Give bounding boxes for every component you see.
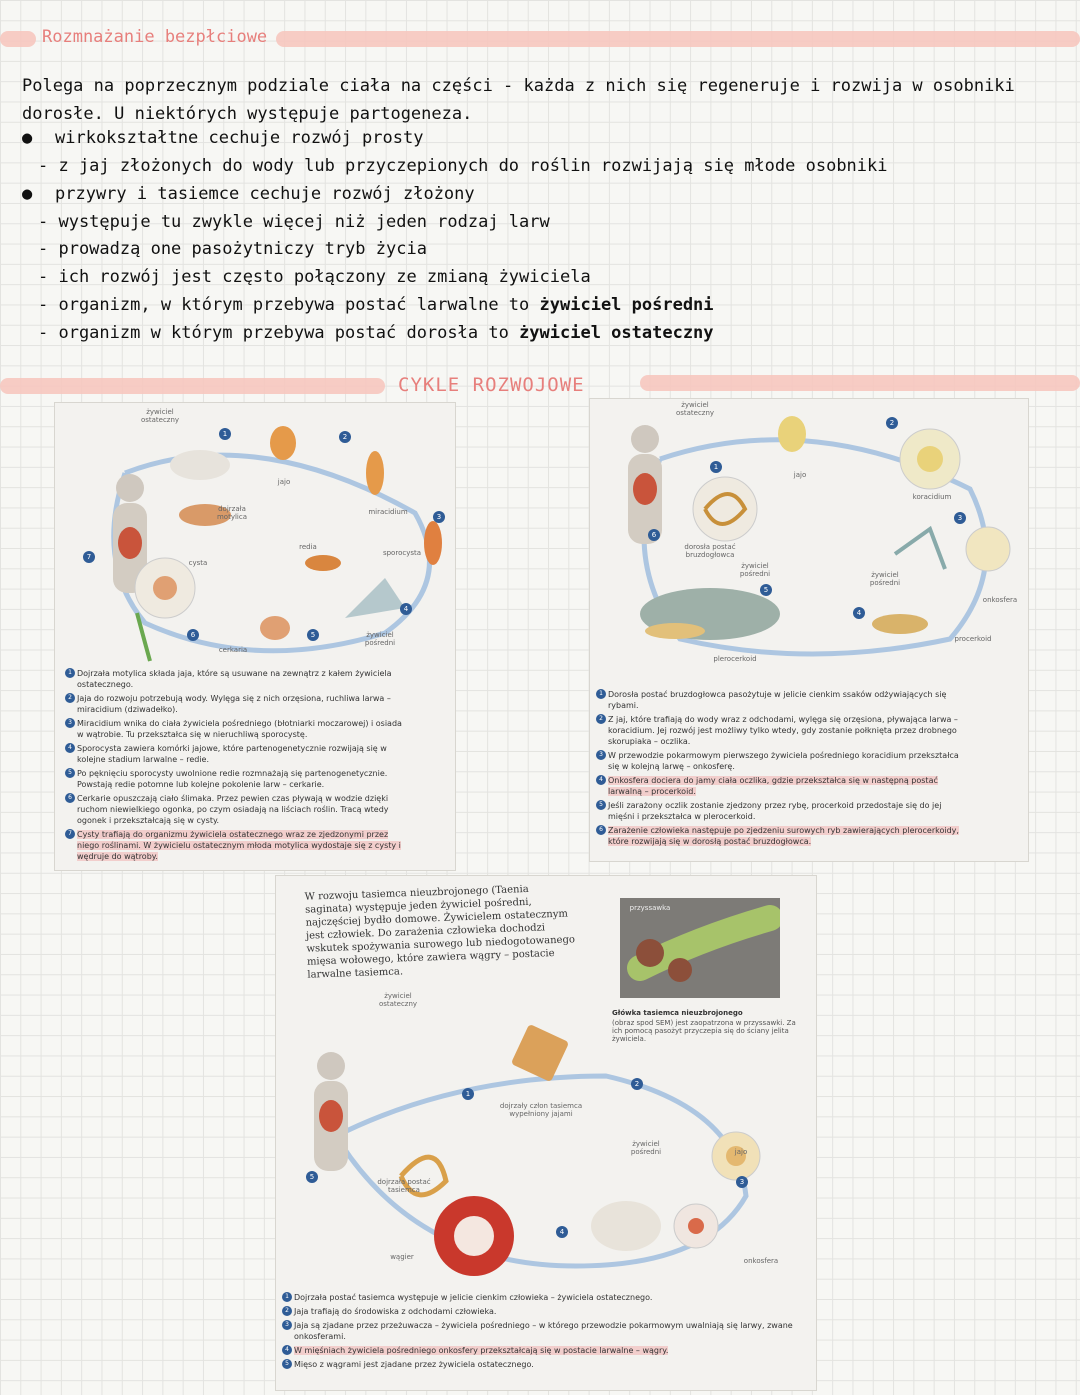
step-badge: 6 bbox=[648, 529, 660, 541]
note-text: Jaja są zjadane przez przeżuwacza – żywiciela pośredniego – w którego przewodzie pokarmowym uwalniają się larwy, zwane onkosferami. bbox=[294, 1321, 793, 1341]
note-text: Zarażenie człowieka następuje po zjedzeniu surowych ryb zawierających plerocerkoidy, które rozwijają się w dorosłą postać bruzdogłowca. bbox=[608, 826, 959, 846]
sub-item: - ich rozwój jest często połączony ze zmianą żywiciela bbox=[38, 267, 591, 287]
sub-item bbox=[38, 323, 714, 343]
label-plerocercoid: plerocerkoid bbox=[713, 655, 757, 663]
label-mature-segment: dojrzały człon tasiemca wypełniony jajami bbox=[499, 1102, 583, 1118]
note-badge: 3 bbox=[596, 750, 606, 760]
step-badge: 7 bbox=[83, 551, 95, 563]
step-badge: 4 bbox=[400, 603, 412, 615]
header-band-right bbox=[276, 31, 1080, 47]
photo-beef-tapeworm-cycle bbox=[276, 876, 816, 1390]
step-badge: 3 bbox=[954, 512, 966, 524]
label-coracidium: koracidium bbox=[912, 493, 952, 501]
sem-photo bbox=[620, 898, 780, 998]
label-sucker: przyssawka bbox=[629, 904, 671, 912]
label-egg: jajo bbox=[277, 478, 291, 486]
step-badge: 5 bbox=[307, 629, 319, 641]
note-text: Dojrzała postać tasiemca występuje w jelicie cienkim człowieka – żywiciela ostatecznego. bbox=[294, 1293, 653, 1302]
section-title-life-cycles: CYKLE ROZWOJOWE bbox=[398, 374, 585, 396]
step-badge: 5 bbox=[760, 584, 772, 596]
note-text: Jaja do rozwoju potrzebują wody. Wylęga się z nich orzęsiona, ruchliwa larwa – miracidium (dziwadełko). bbox=[77, 694, 391, 714]
bullet-item: wirkokształtne cechuje rozwój prosty bbox=[55, 128, 424, 148]
fishworm-notes bbox=[596, 689, 966, 850]
note-badge: 3 bbox=[282, 1320, 292, 1330]
bullet-dot: ● bbox=[22, 128, 33, 148]
note-badge: 7 bbox=[65, 829, 75, 839]
step-badge: 3 bbox=[736, 1176, 748, 1188]
step-badge: 4 bbox=[853, 607, 865, 619]
sub-item-text: - organizm, w którym przebywa postać larwalne to bbox=[38, 295, 530, 315]
step-badge: 6 bbox=[187, 629, 199, 641]
step-badge: 5 bbox=[306, 1171, 318, 1183]
label-cercaria: cerkaria bbox=[218, 646, 248, 654]
label-redia: redia bbox=[299, 543, 317, 551]
label-definitive-host: żywiciel ostateczny bbox=[675, 401, 715, 417]
note-badge: 4 bbox=[65, 743, 75, 753]
note-badge: 4 bbox=[282, 1345, 292, 1355]
term-intermediate-host: żywiciel pośredni bbox=[539, 295, 714, 315]
note-text: W przewodzie pokarmowym pierwszego żywiciela pośredniego koracidium przekształca się w kolejną larwę – onkosferę. bbox=[608, 751, 959, 771]
note-badge: 6 bbox=[596, 825, 606, 835]
tapeworm-head-icon bbox=[620, 898, 780, 998]
note-text: Dorosła postać bruzdogłowca pasożytuje w jelicie cienkim ssaków odżywiających się rybami. bbox=[608, 690, 947, 710]
note-text: Onkosfera dociera do jamy ciała oczlika, gdzie przekształca się w następną postać larwalną – procerkoid. bbox=[608, 776, 938, 796]
note-text: Dojrzała motylica składa jaja, które są usuwane na zewnątrz z kałem żywiciela ostatecznego. bbox=[77, 669, 392, 689]
note-text: Cerkarie opuszczają ciało ślimaka. Przez pewien czas pływają w wodzie dzięki ruchom niewielkiego ogonka, po czym osiadają na liściach roślin. Tracą wtedy ogonek i przekształcają się w cysty. bbox=[77, 794, 389, 825]
note-badge: 4 bbox=[596, 775, 606, 785]
caption-body: (obraz spod SEM) jest zaopatrzona w przyssawki. Za ich pomocą pasożyt przyczepia się do ściany jelita żywiciela. bbox=[612, 1019, 796, 1043]
sub-item-text: - organizm w którym przebywa postać dorosła to bbox=[38, 323, 509, 343]
note-badge: 5 bbox=[65, 768, 75, 778]
photo-fluke-cycle bbox=[55, 403, 455, 870]
note-badge: 3 bbox=[65, 718, 75, 728]
bullet-item: przywry i tasiemce cechuje rozwój złożony bbox=[55, 184, 475, 204]
note-badge: 2 bbox=[596, 714, 606, 724]
note-text: W mięśniach żywiciela pośredniego onkosfery przekształcają się w postacie larwalne – wągry. bbox=[294, 1346, 669, 1355]
label-adult-tapeworm: dorosła postać bruzdogłowca bbox=[684, 543, 736, 559]
step-badge: 1 bbox=[219, 428, 231, 440]
step-badge: 2 bbox=[886, 417, 898, 429]
tapeworm-intro: W rozwoju tasiemca nieuzbrojonego (Taenia saginata) występuje jeden żywiciel pośredni, najczęściej bydło domowe. Żywicielem ostatecznym jest człowiek. Do zarażenia człowieka dochodzi wskutek spożywania surowego lub niedogotowanego mięsa wołowego, które zawiera wągry – postacie larwalne tasiemca. bbox=[304, 883, 576, 981]
step-badge: 2 bbox=[339, 431, 351, 443]
header-band-right bbox=[640, 375, 1080, 391]
term-definitive-host: żywiciel ostateczny bbox=[519, 323, 714, 343]
note-badge: 1 bbox=[282, 1292, 292, 1302]
tapeworm-notes bbox=[282, 1292, 802, 1373]
note-text: Z jaj, które trafiają do wody wraz z odchodami, wylęga się orzęsiona, pływająca larwa – koracidium. Jej rozwój jest możliwy tylko wtedy, gdy zostanie połknięta przez drobnego skorupiaka – oczlika. bbox=[608, 715, 958, 746]
intro-text: Polega na poprzecznym podziale ciała na części - każda z nich się regeneruje i rozwija w osobniki dorosłe. U niektórych występuje partogeneza. bbox=[22, 76, 1015, 124]
note-badge: 2 bbox=[282, 1306, 292, 1316]
label-intermediate-host: żywiciel pośredni bbox=[630, 1140, 662, 1156]
note-badge: 5 bbox=[596, 800, 606, 810]
note-badge: 6 bbox=[65, 793, 75, 803]
header-band-left bbox=[0, 378, 385, 394]
label-egg: jajo bbox=[734, 1148, 748, 1156]
step-badge: 3 bbox=[433, 511, 445, 523]
label-adult-tapeworm: dojrzała postać tasiemca bbox=[377, 1178, 431, 1194]
note-text: Cysty trafiają do organizmu żywiciela ostatecznego wraz ze zjedzonymi przez niego roślinami. W żywicielu ostatecznym młoda motylica wydostaje się z cysty i wędruje do wątroby. bbox=[77, 830, 401, 861]
label-miracidium: miracidium bbox=[368, 508, 408, 516]
label-intermediate-host: żywiciel pośredni bbox=[739, 562, 771, 578]
sub-item bbox=[38, 295, 714, 315]
label-cyst: cysta bbox=[188, 559, 208, 567]
note-badge: 1 bbox=[65, 668, 75, 678]
note-text: Mięso z wągrami jest zjadane przez żywiciela ostatecznego. bbox=[294, 1360, 534, 1369]
note-badge: 5 bbox=[282, 1359, 292, 1369]
fluke-cycle-illustration bbox=[55, 403, 455, 663]
header-band-left bbox=[0, 31, 36, 47]
sub-item: - prowadzą one pasożytniczy tryb życia bbox=[38, 239, 427, 259]
note-text: Po pęknięciu sporocysty uwolnione redie rozmnażają się partenogenetycznie. Powstają redie potomne lub kolejne pokolenie larw – cerkarie. bbox=[77, 769, 388, 789]
beef-tapeworm-cycle-illustration bbox=[276, 1016, 816, 1276]
label-cysticercus: wągier bbox=[390, 1253, 414, 1261]
label-definitive-host: żywiciel ostateczny bbox=[140, 408, 180, 424]
note-badge: 2 bbox=[65, 693, 75, 703]
step-badge: 2 bbox=[631, 1078, 643, 1090]
note-text: Miracidium wnika do ciała żywiciela pośredniego (błotniarki moczarowej) i osiada w wątrobie. Tu przekształca się w nieruchliwą sporocystę. bbox=[77, 719, 402, 739]
label-definitive-host: żywiciel ostateczny bbox=[378, 992, 418, 1008]
label-intermediate-host: żywiciel pośredni bbox=[869, 571, 901, 587]
step-badge: 4 bbox=[556, 1226, 568, 1238]
fluke-notes bbox=[65, 668, 405, 865]
photo-fish-tapeworm-cycle bbox=[590, 399, 1028, 861]
note-text: Sporocysta zawiera komórki jajowe, które partenogenetycznie rozwijają się w kolejne stadium larwalne – redie. bbox=[77, 744, 387, 764]
label-sporocyst: sporocysta bbox=[382, 549, 422, 557]
sub-item: - z jaj złożonych do wody lub przyczepionych do roślin rozwijają się młode osobniki bbox=[38, 156, 888, 176]
sub-item: - występuje tu zwykle więcej niż jeden rodzaj larw bbox=[38, 212, 550, 232]
section-title-asexual: Rozmnażanie bezpłciowe bbox=[42, 27, 268, 47]
bullet-dot: ● bbox=[22, 184, 33, 204]
caption-title: Główka tasiemca nieuzbrojonego bbox=[612, 1009, 743, 1017]
note-text: Jeśli zarażony oczlik zostanie zjedzony przez rybę, procerkoid przedostaje się do jej mięśni i przekształca w plerocerkoid. bbox=[608, 801, 942, 821]
step-badge: 1 bbox=[462, 1088, 474, 1100]
label-oncosphere: onkosfera bbox=[982, 596, 1018, 604]
label-intermediate-host: żywiciel pośredni bbox=[364, 631, 396, 647]
label-procercoid: procerkoid bbox=[954, 635, 992, 643]
label-adult-fluke: dojrzała motylica bbox=[216, 505, 248, 521]
step-badge: 1 bbox=[710, 461, 722, 473]
note-text: Jaja trafiają do środowiska z odchodami człowieka. bbox=[294, 1307, 497, 1316]
label-egg: jajo bbox=[793, 471, 807, 479]
note-badge: 1 bbox=[596, 689, 606, 699]
label-oncosphere: onkosfera bbox=[743, 1257, 779, 1265]
